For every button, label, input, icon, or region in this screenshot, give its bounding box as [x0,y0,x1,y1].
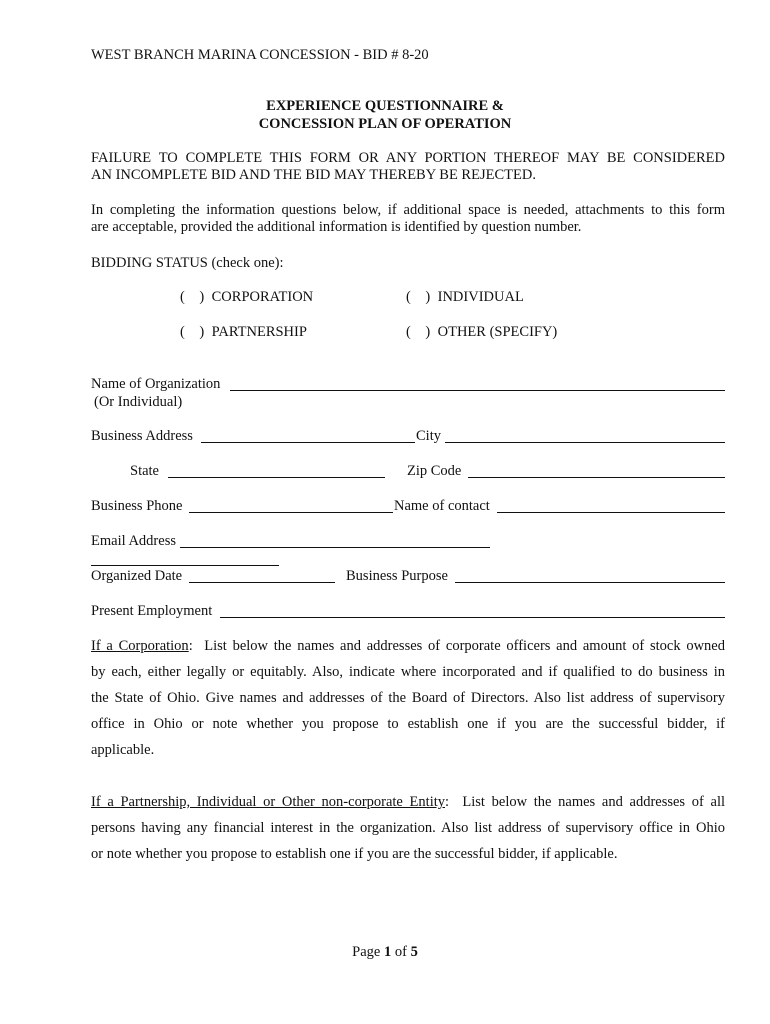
present-employment-field[interactable] [220,617,725,618]
business-phone-field[interactable] [189,512,393,513]
business-purpose-field[interactable] [455,582,725,583]
email-field[interactable] [180,547,490,548]
document-header: WEST BRANCH MARINA CONCESSION - BID # 8-20 [91,47,429,63]
email-field-continued[interactable] [91,565,279,566]
title-line-1: EXPERIENCE QUESTIONNAIRE & [266,98,504,114]
bidding-status-label: BIDDING STATUS (check one): [91,255,284,271]
partnership-heading: If a Partnership, Individual or Other non-corporate Entity [91,794,445,810]
instructions-line-2: are acceptable, provided the additional information is identified by question number. [91,219,582,235]
org-name-field[interactable] [230,390,725,391]
business-purpose-label: Business Purpose [346,568,448,584]
instructions-line-1: In completing the information questions below, if additional space is needed, attachments to this form [91,202,725,218]
title-line-2: CONCESSION PLAN OF OPERATION [258,116,512,132]
email-label: Email Address [91,533,176,549]
business-address-field[interactable] [201,442,415,443]
option-corporation-label: CORPORATION [211,289,314,305]
corporation-paragraph: If a Corporation: List below the names and addresses of corporate officers and amount of stock owned by each, either legally or equitably. Also, indicate where incorporated and if qualified to do business in the State of Ohio. Give names and addresses of the Board of Directors. Also list address of supervisory office in Ohio or note whether you propose to establish one if you are the successful bidder, if applicable. [91,638,725,758]
checkbox-individual[interactable]: ( ) INDIVIDUAL [406,289,524,305]
checkbox-partnership[interactable]: ( ) PARTNERSHIP [180,324,307,340]
org-name-label: Name of Organization [91,376,221,392]
city-label: City [416,428,441,444]
option-partnership-label: PARTNERSHIP [211,324,307,340]
organized-date-field[interactable] [189,582,335,583]
page-number: 1 [383,944,392,960]
corporation-heading: If a Corporation [91,638,189,654]
warning-line-2: AN INCOMPLETE BID AND THE BID MAY THEREBY BE REJECTED. [91,167,536,183]
or-individual-label: (Or Individual) [94,394,183,410]
zip-label: Zip Code [407,463,462,479]
option-individual-label: INDIVIDUAL [437,289,524,305]
warning-line-1: FAILURE TO COMPLETE THIS FORM OR ANY PORTION THEREOF MAY BE CONSIDERED [91,150,725,166]
business-address-label: Business Address [91,428,193,444]
state-label: State [130,463,159,479]
checkbox-other[interactable]: ( ) OTHER (SPECIFY) [406,324,558,340]
contact-name-field[interactable] [497,512,725,513]
organized-date-label: Organized Date [91,568,183,584]
instructions-text [91,202,725,236]
present-employment-label: Present Employment [91,603,213,619]
state-field[interactable] [168,477,385,478]
partnership-paragraph: If a Partnership, Individual or Other non-corporate Entity: List below the names and addresses of all persons having any financial interest in the organization. Also list address of supervisory office in Ohio or note whether you propose to establish one if you are the successful bidder, if applicable. [91,794,726,862]
contact-name-label: Name of contact [394,498,490,514]
business-phone-label: Business Phone [91,498,183,514]
option-other-label: OTHER (SPECIFY) [437,324,558,340]
warning-text [91,150,725,184]
city-field[interactable] [445,442,725,443]
zip-field[interactable] [468,477,725,478]
page-total: 5 [410,944,418,960]
checkbox-corporation[interactable]: ( ) CORPORATION [180,289,314,305]
page-footer: Page 1 of 5 [352,944,418,960]
